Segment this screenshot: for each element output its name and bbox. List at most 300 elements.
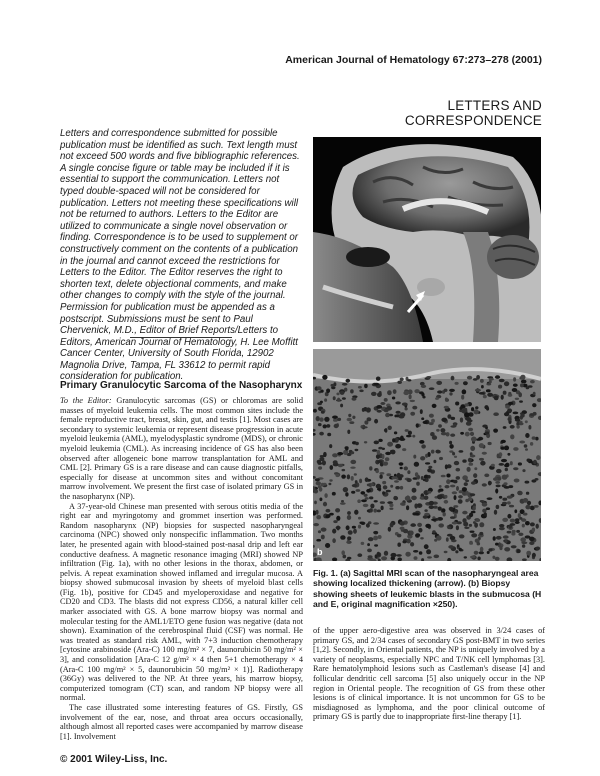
cell-nucleus [412,488,417,493]
cell-nucleus [377,450,381,455]
cell-nucleus [324,398,327,401]
cell-nucleus [361,542,365,545]
cell-nucleus [444,389,448,392]
cell-nucleus [316,515,321,519]
cell-nucleus [416,423,419,427]
cell-nucleus [416,482,420,486]
cell-nucleus [358,525,361,529]
cell-nucleus [365,497,369,500]
cell-nucleus [524,444,528,448]
cell-nucleus [495,557,500,561]
cell-nucleus [431,419,435,423]
cell-nucleus [340,391,345,395]
cell-nucleus [405,407,408,410]
cell-nucleus [414,462,419,467]
cell-nucleus [405,429,409,432]
cell-nucleus [382,454,385,459]
cell-nucleus [323,424,327,428]
cell-nucleus [394,480,399,482]
cell-nucleus [359,479,362,484]
cell-nucleus [462,519,466,523]
right-column-paragraph: of the upper aero-digestive area was observed in 3/24 cases of primary GS, and 2/34 cases of secondary GS post-BMT in two series [1,2]. Secondly, in Oriental patients, the NP is uniquely involved by a variety of neoplasms, especially NPC and T/NK cell lymphomas [3]. Rare hematolymphoid lesions such as Castleman's disease [4] and follicular dendritic cell sarcoma [5] also uniquely occur in the NP region in Oriental people. The recognition of GS from these other lesions is of clinical importance. It is not uncommon for GS to be misdiagnosed as lymphoma, and the poor clinical outcome of primary GS is partly due to inappropriate first-line therapy [1]. [313,626,545,722]
cell-nucleus [405,552,410,557]
cell-nucleus [503,482,507,485]
cell-nucleus [335,474,339,477]
cell-nucleus [407,478,412,482]
cell-nucleus [513,467,518,470]
cell-nucleus [504,412,509,416]
cell-nucleus [332,538,336,543]
cell-nucleus [349,421,354,424]
cell-nucleus [383,485,388,489]
cell-nucleus [367,484,371,487]
figure-biopsy-histology [313,349,541,561]
paragraph-1-text: Granulocytic sarcomas (GS) or chloromas are solid masses of myeloid leukemia cells. The most common sites include the female reproductive tract, breast, skin, gut, and testis [1]. Most cases are secondary to systemic leukemia or represent disease progression in acute myeloid leukemia (AML), myelodysplastic syndrome (MDS), or chronic myeloid leukemia (CML). As increasing incidence of GS has also been observed after allogeneic bone marrow transplantation for AML and CML [2]. Primary GS is a rare disease and can cause diagnostic pitfalls, especially for disease at uncommon sites and without concomitant marrow involvement. We present the first case of isolated primary GS in the nasopharynx (NP). [60,396,303,501]
cell-nucleus [450,434,455,437]
cell-nucleus [400,486,403,490]
cell-nucleus [367,549,372,553]
cell-nucleus [394,431,397,434]
cell-nucleus [378,439,382,442]
cell-nucleus [504,547,510,551]
section-divider [130,337,232,338]
cell-nucleus [354,473,357,475]
cell-nucleus [377,510,381,513]
cell-nucleus [419,440,424,444]
cell-nucleus [347,557,351,560]
cell-nucleus [467,467,471,472]
cell-nucleus [352,416,355,419]
cell-nucleus [394,415,397,418]
cell-nucleus [329,444,332,448]
cell-nucleus [519,441,525,444]
cell-nucleus [489,378,494,381]
cell-nucleus [479,458,484,461]
cell-nucleus [410,412,415,416]
cell-nucleus [439,457,443,460]
cell-nucleus [438,424,442,427]
cell-nucleus [459,534,465,538]
cell-nucleus [462,459,466,462]
cell-nucleus [348,414,351,417]
cell-nucleus [380,501,385,504]
cell-nucleus [319,498,322,502]
cell-nucleus [377,552,381,557]
cell-nucleus [450,536,456,540]
cell-nucleus [384,398,388,402]
cell-nucleus [413,455,416,459]
cell-nucleus [507,501,511,504]
cell-nucleus [445,464,448,469]
cell-nucleus [504,540,507,543]
cell-nucleus [314,489,319,493]
cell-nucleus [413,550,418,553]
cell-nucleus [396,411,401,414]
cell-nucleus [453,480,457,484]
cell-nucleus [333,520,337,523]
cell-nucleus [351,476,354,481]
cell-nucleus [324,417,329,422]
cell-nucleus [321,411,325,414]
cell-nucleus [460,417,463,422]
cell-nucleus [358,386,362,389]
cell-nucleus [465,480,469,483]
cell-nucleus [373,522,379,525]
cell-nucleus [458,499,463,504]
cell-nucleus [341,500,344,502]
cell-nucleus [415,472,418,477]
cell-nucleus [341,475,346,479]
cell-nucleus [399,462,404,465]
cell-nucleus [316,416,320,421]
cell-nucleus [486,507,490,510]
cell-nucleus [389,503,393,507]
cell-nucleus [472,506,476,511]
cell-nucleus [347,430,350,434]
cell-nucleus [393,496,398,500]
article-title: Primary Granulocytic Sarcoma of the Nasopharynx [60,380,303,391]
cell-nucleus [332,416,338,419]
cell-nucleus [343,450,348,455]
cell-nucleus [503,426,507,429]
cell-nucleus [474,409,479,414]
cell-nucleus [455,382,459,385]
cell-nucleus [385,457,390,461]
cell-nucleus [486,383,491,385]
cell-nucleus [342,397,346,400]
cell-nucleus [404,466,408,470]
cell-nucleus [385,428,388,433]
cell-nucleus [515,398,519,400]
cell-nucleus [471,437,477,442]
cell-nucleus [412,435,415,438]
cell-nucleus [436,535,441,540]
cell-nucleus [373,509,377,513]
cell-nucleus [406,539,410,544]
cell-nucleus [508,402,513,405]
cell-nucleus [494,396,499,401]
cell-nucleus [505,468,508,472]
cell-nucleus [393,389,397,394]
cell-nucleus [480,379,484,383]
cell-nucleus [406,505,409,510]
cell-nucleus [342,383,348,386]
cell-nucleus [424,544,429,549]
cell-nucleus [462,389,467,394]
cell-nucleus [454,456,457,458]
cell-nucleus [399,415,405,419]
cell-nucleus [447,526,451,529]
cell-nucleus [432,404,437,408]
cell-nucleus [378,447,382,450]
cell-nucleus [324,493,327,498]
cell-nucleus [464,412,470,417]
cell-nucleus [474,467,477,470]
cell-nucleus [507,514,511,519]
cell-nucleus [466,421,472,425]
cell-nucleus [358,517,361,520]
cell-nucleus [480,500,485,502]
cell-nucleus [505,405,510,409]
cell-nucleus [516,530,520,533]
cell-nucleus [340,404,343,408]
cell-nucleus [313,409,317,413]
cell-nucleus [372,449,377,452]
cell-nucleus [435,397,439,400]
cell-nucleus [424,496,429,500]
cell-nucleus [445,398,448,402]
cell-nucleus [530,522,535,526]
cell-nucleus [494,510,497,515]
cell-nucleus [425,524,430,528]
cell-nucleus [368,555,373,558]
cell-nucleus [535,478,539,481]
cell-nucleus [352,397,357,400]
cell-nucleus [501,440,506,443]
cell-nucleus [452,522,458,525]
cell-nucleus [441,418,447,422]
cell-nucleus [337,418,341,421]
cell-nucleus [318,466,322,469]
cell-nucleus [410,542,414,546]
cell-nucleus [515,518,519,521]
cell-nucleus [444,551,448,553]
cell-nucleus [493,477,498,481]
cell-nucleus [436,381,442,385]
cell-nucleus [471,533,477,537]
cell-nucleus [377,410,382,413]
cell-nucleus [397,534,401,538]
cell-nucleus [346,525,350,530]
cell-nucleus [487,393,493,397]
cell-nucleus [421,393,424,397]
cell-nucleus [380,402,385,405]
cell-nucleus [376,377,381,381]
cell-nucleus [406,435,412,438]
cell-nucleus [532,528,535,533]
cell-nucleus [430,432,435,436]
cell-nucleus [336,393,339,396]
cell-nucleus [355,449,359,451]
cell-nucleus [370,504,374,509]
cell-nucleus [350,389,354,393]
cell-nucleus [441,432,447,435]
cell-nucleus [381,556,387,560]
cell-nucleus [504,464,509,468]
cell-nucleus [427,556,432,558]
cell-nucleus [444,406,449,409]
cell-nucleus [456,468,461,472]
cell-nucleus [354,510,358,515]
cell-nucleus [334,424,339,428]
cell-nucleus [355,442,359,445]
cell-nucleus [471,481,476,485]
cell-nucleus [499,496,502,499]
cell-nucleus [366,407,371,412]
cell-nucleus [414,556,418,560]
cell-nucleus [385,413,390,417]
cell-nucleus [369,496,373,499]
cell-nucleus [495,489,498,493]
cell-nucleus [317,460,321,464]
cell-nucleus [510,434,514,439]
cell-nucleus [529,537,535,542]
cell-nucleus [479,392,485,395]
cell-nucleus [475,406,478,409]
cell-nucleus [350,460,356,464]
cell-nucleus [467,376,472,380]
cell-nucleus [455,550,458,553]
cell-nucleus [374,544,378,546]
cell-nucleus [343,487,348,492]
cell-nucleus [513,447,518,451]
cell-nucleus [476,438,482,440]
cell-nucleus [395,486,400,489]
cell-nucleus [508,392,511,395]
cell-nucleus [337,452,343,455]
cell-nucleus [529,541,534,545]
cell-nucleus [454,461,459,465]
cell-nucleus [389,508,393,510]
cell-nucleus [448,545,453,549]
cell-nucleus [315,478,320,481]
cell-nucleus [426,549,431,554]
cell-nucleus [499,524,504,527]
cell-nucleus [424,509,427,512]
cell-nucleus [437,494,443,499]
cell-nucleus [429,501,434,505]
cell-nucleus [501,459,507,462]
cell-nucleus [400,378,404,382]
cell-nucleus [367,417,372,421]
cell-nucleus [421,385,426,388]
cell-nucleus [337,398,340,402]
cell-nucleus [516,425,519,429]
cell-nucleus [439,485,442,488]
cell-nucleus [373,531,378,534]
cell-nucleus [374,383,379,386]
cell-nucleus [499,527,505,530]
cell-nucleus [514,479,520,483]
cell-nucleus [522,524,525,528]
cell-nucleus [429,387,435,390]
cell-nucleus [465,491,468,496]
cell-nucleus [499,546,502,550]
cell-nucleus [525,505,530,510]
cell-nucleus [387,390,392,395]
cell-nucleus [520,537,526,542]
cell-nucleus [428,466,432,469]
cell-nucleus [530,380,535,383]
cell-nucleus [400,436,404,441]
cell-nucleus [332,529,336,534]
cell-nucleus [498,385,502,389]
cell-nucleus [325,543,330,548]
cell-nucleus [383,462,388,466]
cell-nucleus [458,495,463,498]
cell-nucleus [461,395,464,400]
cell-nucleus [321,535,325,540]
cell-nucleus [446,474,450,478]
cell-nucleus [322,460,326,465]
cell-nucleus [449,444,453,449]
cell-nucleus [533,392,536,396]
cell-nucleus [438,523,444,527]
cell-nucleus [379,475,382,479]
cell-nucleus [454,495,457,500]
cell-nucleus [333,460,338,464]
cell-nucleus [486,389,491,392]
cell-nucleus [364,494,368,497]
cell-nucleus [445,485,450,488]
cell-nucleus [449,507,454,511]
cell-nucleus [502,498,507,501]
cell-nucleus [484,405,488,409]
cell-nucleus [464,527,469,529]
cell-nucleus [482,452,487,455]
cell-nucleus [390,523,394,528]
cell-nucleus [405,496,411,501]
cell-nucleus [397,473,401,478]
cell-nucleus [347,511,351,515]
cell-nucleus [326,389,330,394]
cell-nucleus [366,523,370,527]
cell-nucleus [400,467,403,470]
cell-nucleus [375,469,379,473]
cell-nucleus [477,557,480,561]
cell-nucleus [386,490,391,493]
cell-nucleus [526,492,529,495]
cell-nucleus [449,392,452,395]
cell-nucleus [446,537,449,541]
cell-nucleus [457,521,462,524]
cell-nucleus [488,481,492,486]
cell-nucleus [521,413,525,417]
cell-nucleus [397,381,402,384]
cell-nucleus [359,522,364,525]
cell-nucleus [318,530,321,533]
cell-nucleus [513,412,519,415]
cell-nucleus [333,396,336,400]
cell-nucleus [374,419,378,424]
copyright-notice: © 2001 Wiley-Liss, Inc. [60,754,168,765]
cell-nucleus [347,515,351,520]
cell-nucleus [429,505,434,509]
cell-nucleus [366,489,371,493]
cell-nucleus [462,487,467,492]
cell-nucleus [447,414,451,419]
cell-nucleus [526,551,531,556]
cell-nucleus [409,394,412,399]
cell-nucleus [502,475,508,480]
cell-nucleus [423,479,426,482]
cell-nucleus [357,553,362,557]
cell-nucleus [499,463,505,466]
cell-nucleus [344,388,347,392]
cell-nucleus [514,509,517,513]
cell-nucleus [491,464,495,467]
cell-nucleus [504,381,509,386]
cell-nucleus [373,536,378,541]
cell-nucleus [459,548,462,551]
cell-nucleus [355,480,358,483]
cell-nucleus [484,512,487,516]
cell-nucleus [470,493,475,496]
cell-nucleus [351,491,355,494]
cell-nucleus [470,446,475,451]
cell-nucleus [326,424,330,428]
cell-nucleus [423,421,428,424]
